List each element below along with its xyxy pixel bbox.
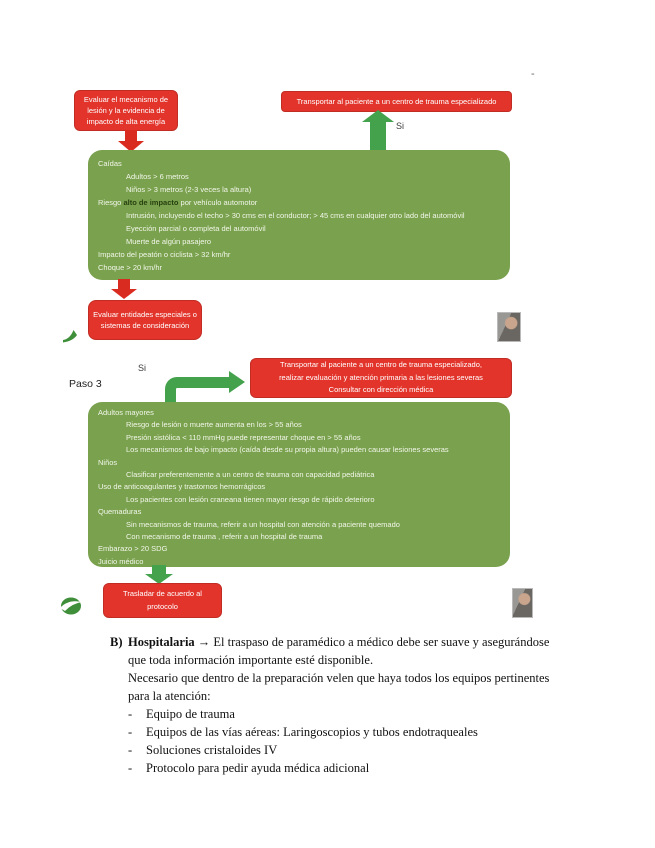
item-line3: Necesario que dentro de la preparación velen que haya todos los equipos pertinentes bbox=[128, 671, 550, 685]
flow-line: Intrusión, incluyendo el techo > 30 cms en el conductor; > 45 cms en cualquier otro lado del automóvil bbox=[126, 211, 465, 220]
flow-line: Riesgo de lesión o muerte aumenta en los > 55 años bbox=[126, 420, 302, 430]
flow-line: Los mecanismos de bajo impacto (caída desde su propia altura) pueden causar lesiones severas bbox=[126, 445, 449, 455]
flow-box-evaluar-mecanismo: Evaluar el mecanismo de lesión y la evidencia de impacto de alta energía bbox=[74, 90, 178, 131]
flow-line: Adultos mayores bbox=[98, 408, 154, 417]
presenter-photo bbox=[512, 588, 533, 618]
elbow-right-arrow-icon bbox=[229, 371, 245, 393]
bullet-item bbox=[110, 705, 610, 723]
bullet-text: Soluciones cristaloides IV bbox=[146, 743, 278, 757]
flow-box-trasladar: Trasladar de acuerdo al protocolo bbox=[103, 583, 222, 618]
flow-panel-entidades-especiales bbox=[88, 402, 510, 567]
yes-label: Si bbox=[138, 363, 147, 373]
bullet-text: Equipos de las vías aéreas: Laringoscopios y tubos endotraqueales bbox=[146, 725, 478, 739]
bullet-dash: - bbox=[128, 725, 133, 739]
flow-line: Adultos > 6 metros bbox=[126, 172, 189, 181]
bullet-item bbox=[110, 741, 610, 759]
arrow-up-icon bbox=[370, 121, 386, 151]
bullet-dash: - bbox=[128, 743, 133, 757]
flow-line: Con mecanismo de trauma , referir a un hospital de trauma bbox=[126, 532, 323, 542]
flow-box-line: realizar evaluación y atención primaria a las lesiones severas bbox=[279, 372, 483, 382]
flow-box-line: Consultar con dirección médica bbox=[328, 385, 434, 395]
flow-box-transportar-mid bbox=[250, 358, 512, 398]
flow-line: Muerte de algún pasajero bbox=[126, 237, 212, 246]
bullet-text: Equipo de trauma bbox=[146, 707, 235, 721]
bullet-item bbox=[110, 723, 610, 741]
right-arrow-glyph: → bbox=[197, 635, 211, 649]
item-text bbox=[128, 633, 549, 651]
flow-line: Eyección parcial o completa del automóvil bbox=[126, 224, 266, 233]
bullet-item bbox=[110, 759, 610, 777]
flow-line: Quemaduras bbox=[98, 507, 142, 517]
item-line4: para la atención: bbox=[128, 689, 211, 703]
logo-fragment-icon bbox=[59, 596, 83, 616]
flow-line: Juicio médico bbox=[98, 556, 144, 566]
item-label: B) bbox=[110, 635, 123, 649]
bullet-text: Protocolo para pedir ayuda médica adicional bbox=[146, 761, 370, 775]
body-text bbox=[110, 633, 610, 777]
flow-line: Clasificar preferentemente a un centro de trauma con capacidad pediátrica bbox=[126, 470, 375, 480]
flow-line-segment: Riesgo bbox=[98, 198, 124, 207]
arrow-down-icon bbox=[152, 565, 166, 574]
item-title: Hospitalaria bbox=[128, 635, 195, 649]
flow-line: Presión sistólica < 110 mmHg puede representar choque en > 55 años bbox=[126, 432, 361, 442]
flow-line: Choque > 20 km/hr bbox=[98, 263, 162, 272]
flow-panel-caidas bbox=[88, 150, 510, 280]
flow-line: Embarazo > 20 SDG bbox=[98, 544, 168, 554]
list-item-b bbox=[110, 633, 610, 651]
step-label: Paso 3 bbox=[69, 378, 102, 390]
flow-box-evaluar-entidades: Evaluar entidades especiales o sistemas de consideración bbox=[88, 300, 202, 340]
flow-box-line: Transportar al paciente a un centro de trauma especializado, bbox=[280, 360, 482, 370]
flow-line: Niños bbox=[98, 457, 118, 467]
flow-line: Sin mecanismos de trauma, referir a un hospital con atención a paciente quemado bbox=[126, 519, 400, 529]
flow-line: Impacto del peatón o ciclista > 32 km/hr bbox=[98, 250, 231, 259]
flow-line: Los pacientes con lesión craneana tienen mayor riesgo de rápido deterioro bbox=[126, 494, 375, 504]
page-dash: - bbox=[531, 68, 535, 80]
bullet-dash: - bbox=[128, 761, 133, 775]
flow-box-transportar-top: Transportar al paciente a un centro de trauma especializado bbox=[281, 91, 512, 112]
flow-line: Caídas bbox=[98, 159, 122, 168]
flow-line: Niños > 3 metros (2-3 veces la altura) bbox=[126, 185, 252, 194]
arrow-up-icon bbox=[362, 110, 394, 122]
yes-label: Si bbox=[396, 121, 405, 131]
logo-fragment-icon bbox=[61, 327, 79, 345]
arrow-down-icon bbox=[118, 279, 130, 289]
flow-line-highlight: alto de impacto bbox=[123, 198, 179, 207]
flow-line-segment: por vehículo automotor bbox=[178, 198, 258, 207]
presenter-photo bbox=[497, 312, 521, 342]
flow-line bbox=[88, 196, 510, 209]
item-line2: que toda información importante esté disponible. bbox=[128, 653, 374, 667]
elbow-right-arrow-icon bbox=[165, 377, 229, 403]
item-line1: El traspaso de paramédico a médico debe ser suave y asegurándose bbox=[210, 635, 550, 649]
arrow-down-icon bbox=[111, 289, 137, 299]
bullet-dash: - bbox=[128, 707, 133, 721]
flow-line: Uso de anticoagulantes y trastornos hemorrágicos bbox=[98, 482, 266, 492]
arrow-down-icon bbox=[125, 130, 137, 141]
